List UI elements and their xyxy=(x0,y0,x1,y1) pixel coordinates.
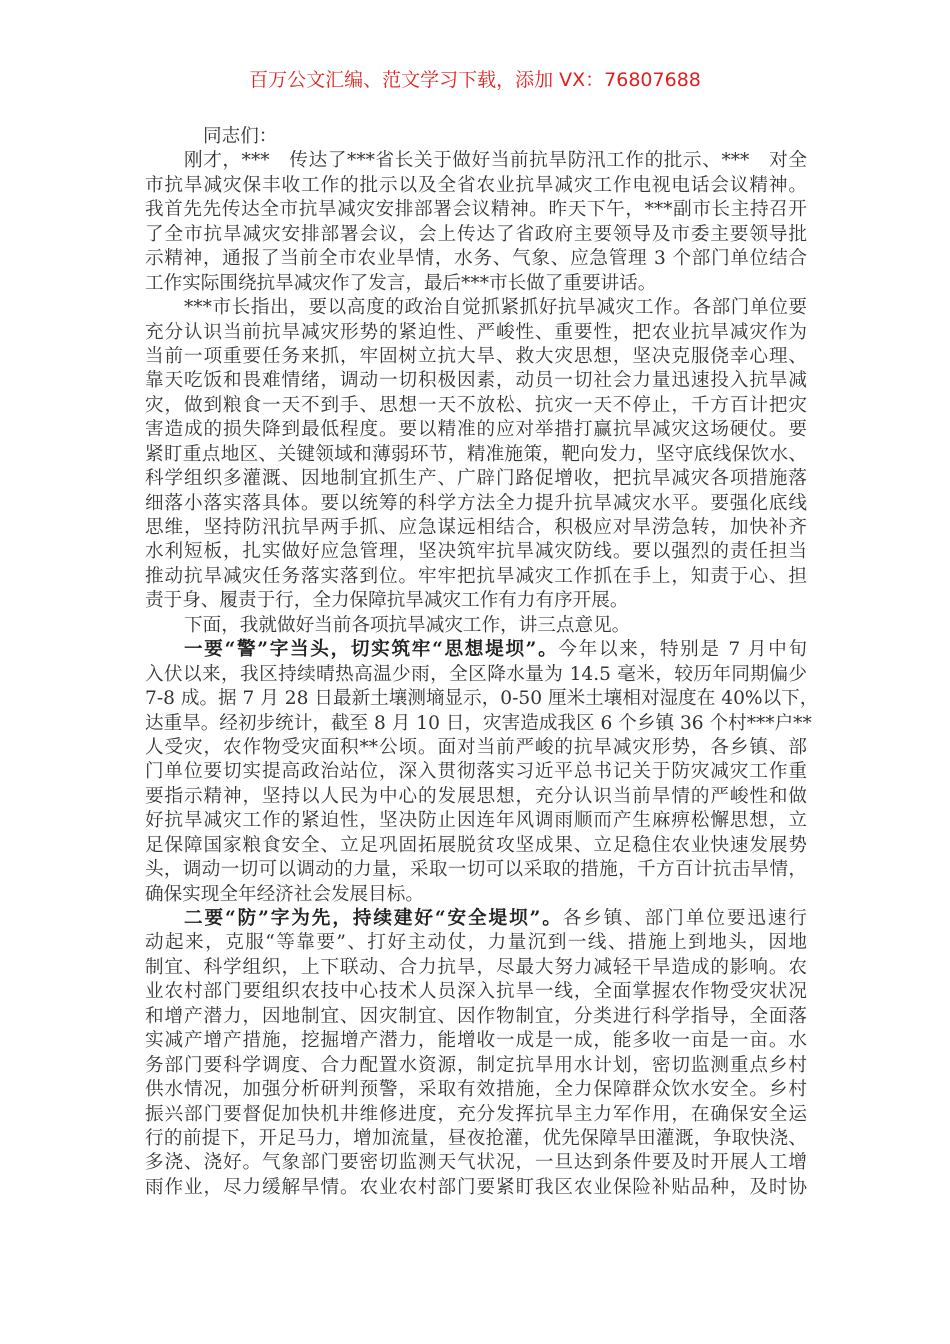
line-text: 我首先先传达全市抗旱减灾安排部署会议精神。昨天下午，***副市长主持召开 xyxy=(145,199,807,221)
text-line xyxy=(145,907,807,931)
watermark-banner: 百万公文汇编、范文学习下载，添加 VX：76807688 xyxy=(249,69,701,91)
line-text: 下面，我就做好当前各项抗旱减灾工作，讲三点意见。 xyxy=(184,614,631,636)
section-heading: 一要“警”字当头，切实筑牢“思想堤坝”。 xyxy=(184,639,559,661)
line-text: 了全市抗旱减灾安排部署会议，会上传达了省政府主要领导及市委主要领导批 xyxy=(145,223,807,245)
text-line xyxy=(145,418,807,442)
text-line xyxy=(145,321,807,345)
text-line xyxy=(145,834,807,858)
line-text: 要指示精神，坚持以人民为中心的发展思想，充分认识当前旱情的严峻性和做 xyxy=(145,785,807,807)
line-text: 供水情况，加强分析研判预警，采取有效措施，全力保障群众饮水安全。乡村 xyxy=(145,1079,807,1101)
line-text: 当前一项重要任务来抓，牢固树立抗大旱、救大灾思想，坚决克服侥幸心理、 xyxy=(145,345,807,367)
text-line xyxy=(145,712,812,736)
line-text: 确保实现全年经济社会发展目标。 xyxy=(145,883,424,905)
text-line xyxy=(145,369,807,393)
text-line xyxy=(145,1103,807,1127)
line-text: 思维，坚持防汛抗旱两手抓、应急谋远相结合，积极应对旱涝急转，加快补齐 xyxy=(145,517,807,538)
line-text: 振兴部门要督促加快机井维修进度，充分发挥抗旱主力军作用，在确保安全运 xyxy=(145,1103,807,1125)
text-line xyxy=(145,614,807,638)
document-body xyxy=(145,125,819,1200)
line-text: 责于身、履责于行，全力保障抗旱减灾工作有力有序开展。 xyxy=(145,590,629,612)
text-line xyxy=(145,980,807,1004)
text-line xyxy=(145,1127,807,1151)
line-text: 今年以来，特别是 7 月中旬 xyxy=(558,639,808,661)
line-text: 足保障国家粮食安全、立足巩固拓展脱贫攻坚成果、立足稳住农业快速发展势 xyxy=(145,834,807,856)
text-line xyxy=(145,516,807,540)
text-line xyxy=(145,1054,807,1078)
text-line xyxy=(145,467,807,491)
paragraphs xyxy=(145,149,819,1200)
line-text: 充分认识当前抗旱减灾形势的紧迫性、严峻性、重要性，把农业抗旱减灾作为 xyxy=(145,321,807,343)
text-line xyxy=(145,663,807,687)
line-text: 推动抗旱减灾任务落实落到位。牢牢把抗旱减灾工作抓在手上，知责于心、担 xyxy=(145,565,807,587)
line-text: 各乡镇、部门单位要迅速行 xyxy=(562,908,807,929)
line-text: 制宜、科学组织，上下联动、合力抗旱，尽最大努力减轻干旱造成的影响。农 xyxy=(145,956,807,978)
text-line xyxy=(145,223,807,247)
line-text: 门单位要切实提高政治站位，深入贯彻落实习近平总书记关于防灾减灾工作重 xyxy=(145,761,807,783)
line-text: 行的前提下，开足马力，增加流量，昼夜抢灌，优先保障旱田灌溉，争取快浇、 xyxy=(145,1127,807,1149)
text-line xyxy=(145,809,807,833)
paragraph xyxy=(145,149,807,296)
text-line xyxy=(145,736,807,760)
text-line xyxy=(145,589,807,613)
text-line xyxy=(145,394,807,418)
paragraph xyxy=(145,907,807,1200)
line-text: 紧盯重点地区、关键领域和薄弱环节，精准施策，靶向发力，坚守底线保饮水、 xyxy=(145,443,807,465)
salutation: 同志们： xyxy=(203,126,278,147)
line-text: 达重旱。经初步统计，截至 8 月 10 日，灾害造成我区 6 个乡镇 36 个村***户** xyxy=(145,712,812,734)
line-text: 入伏以来，我区持续晴热高温少雨，全区降水量为 14.5 毫米，较历年同期偏少 xyxy=(145,663,807,685)
line-text: 害造成的损失降到最低程度。要以精准的应对举措打赢抗旱减灾这场硬仗。要 xyxy=(145,419,807,441)
text-line xyxy=(145,540,807,564)
text-line xyxy=(145,149,807,173)
text-line xyxy=(145,345,807,369)
line-text: 7-8 成。据 7 月 28 日最新土壤测墒显示，0-50 厘米土壤相对湿度在 40%以下， xyxy=(145,688,819,710)
line-text: 刚才，*** 传达了***省长关于做好当前抗旱防汛工作的批示、*** 对全 xyxy=(184,150,807,172)
text-line xyxy=(145,492,807,516)
section-heading: 二要“防”字为先，持续建好“安全堤坝”。 xyxy=(184,908,563,929)
text-line xyxy=(145,1078,807,1102)
line-text: ***市长指出，要以高度的政治自觉抓紧抓好抗旱减灾工作。各部门单位要 xyxy=(184,297,807,319)
line-text: 多浇、浇好。气象部门要密切监测天气状况，一旦达到条件要及时开展人工增 xyxy=(145,1152,807,1174)
text-line xyxy=(145,443,807,467)
text-line xyxy=(145,687,819,711)
text-line xyxy=(145,296,807,320)
text-line xyxy=(145,174,807,198)
text-line xyxy=(145,760,807,784)
text-line xyxy=(145,638,807,662)
line-text: 靠天吃饭和畏难情绪，调动一切积极因素，动员一切社会力量迅速投入抗旱减 xyxy=(145,370,807,392)
text-line xyxy=(145,272,807,296)
line-text: 务部门要科学调度、合力配置水资源，制定抗旱用水计划，密切监测重点乡村 xyxy=(145,1054,807,1076)
line-text: 细落小落实落具体。要以统筹的科学方法全力提升抗旱减灾水平。要强化底线 xyxy=(145,492,807,514)
line-text: 水利短板，扎实做好应急管理，坚决筑牢抗旱减灾防线。要以强烈的责任担当 xyxy=(145,541,807,563)
line-text: 和增产潜力，因地制宜、因灾制宜、因作物制宜，分类进行科学指导，全面落 xyxy=(145,1005,807,1027)
paragraph xyxy=(145,296,807,614)
text-line xyxy=(145,247,807,271)
line-text: 工作实际围绕抗旱减灾作了发言，最后***市长做了重要讲话。 xyxy=(145,272,657,294)
text-line xyxy=(145,1029,807,1053)
line-text: 好抗旱减灾工作的紧迫性，坚决防止因连年风调雨顺而产生麻痹松懈思想，立 xyxy=(145,810,807,832)
line-text: 市抗旱减灾保丰收工作的批示以及全省农业抗旱减灾工作电视电话会议精神。 xyxy=(145,174,807,196)
text-line xyxy=(145,858,807,882)
line-text: 人受灾，农作物受灾面积**公顷。面对当前严峻的抗旱减灾形势，各乡镇、部 xyxy=(145,736,807,758)
text-line xyxy=(145,785,807,809)
text-line xyxy=(145,956,807,980)
text-line xyxy=(145,883,807,907)
text-line xyxy=(145,565,807,589)
paragraph xyxy=(145,614,807,638)
line-text: 示精神，通报了当前全市农业旱情，水务、气象、应急管理 3 个部门单位结合 xyxy=(145,248,807,270)
text-line xyxy=(145,931,807,955)
text-line xyxy=(145,1005,807,1029)
line-text: 实减产增产措施，挖掘增产潜力，能增收一成是一成，能多收一亩是一亩。水 xyxy=(145,1030,807,1052)
text-line xyxy=(145,198,807,222)
line-text: 业农村部门要组织农技中心技术人员深入抗旱一线，全面掌握农作物受灾状况 xyxy=(145,981,807,1003)
line-text: 灾，做到粮食一天不到手、思想一天不放松、抗灾一天不停止，千方百计把灾 xyxy=(145,394,807,416)
line-text: 雨作业，尽力缓解旱情。农业农村部门要紧盯我区农业保险补贴品种，及时协 xyxy=(145,1176,807,1198)
text-line xyxy=(145,1151,807,1175)
line-text: 科学组织多灌溉、因地制宜抓生产、广辟门路促增收，把抗旱减灾各项措施落 xyxy=(145,468,807,490)
line-text: 动起来，克服“等靠要”、打好主动仗，力量沉到一线、措施上到地头，因地 xyxy=(145,932,807,954)
line-text: 头，调动一切可以调动的力量，采取一切可以采取的措施，千方百计抗击旱情， xyxy=(145,859,807,881)
text-line xyxy=(145,1176,807,1200)
paragraph xyxy=(145,638,819,907)
